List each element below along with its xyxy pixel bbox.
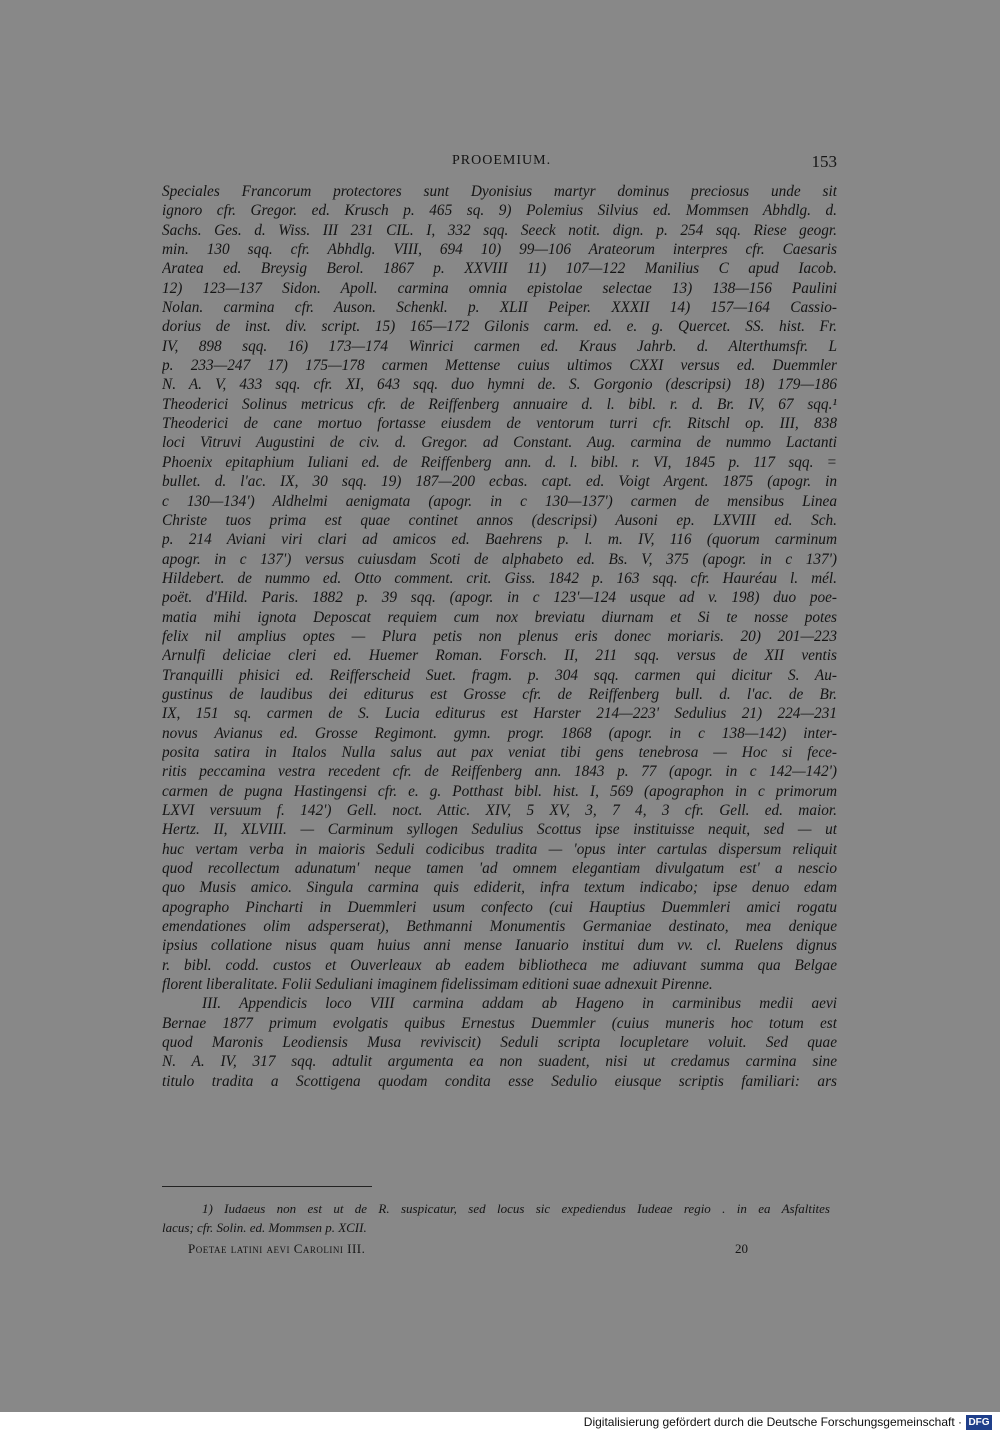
text-line: quo Musis amico. Singula carmina quis ediderit, infra textum indicabo; ipse denuo edam — [162, 879, 837, 897]
text-line: dorius de inst. div. script. 15) 165—172 Gilonis carm. ed. e. g. Quercet. SS. hist. Fr. — [162, 318, 837, 336]
text-line: Arnulfi deliciae cleri ed. Huemer Roman. Forsch. II, 211 sqq. versus de XII ventis — [162, 647, 837, 665]
text-line: 12) 123—137 Sidon. Apoll. carmina omnia epistolae selectae 13) 138—156 Paulini — [162, 279, 837, 297]
text-line: c 130—134') Aldhelmi aenigmata (apogr. in c 130—137') carmen de mensibus Linea — [162, 492, 837, 510]
text-line: titulo tradita a Scottigena quodam condita esse Sedulio eiusque scriptis familiari: ars — [162, 1072, 837, 1090]
text-line: Theoderici Solinus metricus cfr. de Reiffenberg annuaire d. l. bibl. r. d. Br. IV, 67 sqq.¹ — [162, 395, 837, 413]
text-line: Christe tuos prima est quae continet annos (descripsi) Ausoni ep. LXVIII ed. Sch. — [162, 511, 837, 529]
text-line: N. A. V, 433 sqq. cfr. XI, 643 sqq. duo hymni de. S. Gorgonio (descripsi) 18) 179—186 — [162, 376, 837, 394]
text-line: loci Vitruvi Augustini de civ. d. Gregor. ad Constant. Aug. carmina de nummo Lactanti — [162, 434, 837, 452]
text-line: Theoderici de cane mortuo fortasse eiusdem de ventorum turri cfr. Ritschl op. III, 838 — [162, 415, 837, 433]
text-line: quod recollectum adunatum' neque tamen 'ad omnem elegantiam divulgatum est' a nescio — [162, 860, 837, 878]
text-line: N. A. IV, 317 sqq. adtulit argumenta ea non suadent, nisi ut credamus carmina sine — [162, 1053, 837, 1071]
signature-text: Poetae latini aevi Carolini III. — [188, 1241, 366, 1256]
running-head — [162, 150, 837, 174]
text-line: LXVI versuum f. 142') Gell. noct. Attic. XIV, 5 XV, 3, 7 4, 3 cfr. Gell. ed. maior. — [162, 802, 837, 819]
funding-notice: Digitalisierung gefördert durch die Deutsche Forschungsgemeinschaft · — [583, 1415, 962, 1429]
text-line: IV, 898 sqq. 16) 173—174 Winrici carmen ed. Kraus Jahrb. d. Alterthumsfr. L — [162, 337, 837, 355]
text-line: Nolan. carmina cfr. Auson. Schenkl. p. XLII Peiper. XXXII 14) 157—164 Cassio- — [162, 299, 837, 317]
text-line: IX, 151 sq. carmen de S. Lucia editurus est Harster 214—223' Sedulius 21) 224—231 — [162, 705, 837, 723]
footer-bar — [0, 1412, 1000, 1434]
text-line: Bernae 1877 primum evolgatis quibus Ernestus Duemmler (cuius muneris hoc totum est — [162, 1014, 837, 1032]
text-line: felix nil amplius optes — Plura petis non plenus eris donec moriaris. 20) 201—223 — [162, 627, 837, 645]
footnotes — [162, 1199, 830, 1237]
footnote-line: 1) Iudaeus non est ut de R. suspicatur, sed locus sic expediendus Iudeae regio . in ea Asfaltites — [202, 1201, 830, 1216]
text-line: Tranquilli phisici ed. Reifferscheid Suet. fragm. p. 304 sqq. carmen qui dicitur S. Au- — [162, 666, 837, 684]
text-line: Hildebert. de nummo ed. Otto comment. crit. Giss. 1842 p. 163 sqq. cfr. Hauréau l. mél. — [162, 569, 837, 587]
text-line: p. 233—247 17) 175—178 carmen Mettense cuius ultimos CXXI versus ed. Duemmler — [162, 357, 837, 375]
footnote-divider — [162, 1186, 372, 1187]
body-text — [162, 182, 837, 1091]
text-line: matia mihi ignota Deposcat requiem cum nox breviatu diurnam et Si te nosse potes — [162, 608, 837, 626]
text-line: florent liberalitate. Folii Seduliani imaginem fidelissimam editioni suae adnexuit Pirenne. — [162, 976, 713, 994]
text-line: carmen de pugna Hastingensi cfr. e. g. Potthast bibl. hist. I, 569 (apographon in c primorum — [162, 782, 837, 800]
signature-line — [188, 1241, 748, 1261]
text-line: novus Avianus ed. Grosse Regimont. gymn. progr. 1868 (apogr. in c 138—142) inter- — [162, 724, 837, 742]
signature-number: 20 — [735, 1241, 748, 1256]
text-line: Aratea ed. Breysig Berol. 1867 p. XXVIII 11) 107—122 Manilius C apud Iacob. — [162, 260, 837, 278]
text-line: min. 130 sqq. cfr. Abhdlg. VIII, 694 10) 99—106 Arateorum interpres cfr. Caesaris — [162, 241, 837, 259]
text-line: r. bibl. codd. custos et Ouverleaux ab eadem bibliotheca me adiuvant summa qua Belgae — [162, 956, 837, 974]
footnote-line: lacus; cfr. Solin. ed. Mommsen p. XCII. — [162, 1220, 367, 1235]
dfg-logo-icon: DFG — [966, 1415, 992, 1430]
text-line: Speciales Francorum protectores sunt Dyonisius martyr dominus preciosus unde sit — [162, 183, 837, 200]
text-line: gustinus de laudibus dei editurus est Grosse cfr. de Reiffenberg bull. d. l'ac. de Br. — [162, 685, 837, 703]
text-line: ritis peccamina vestra recedent cfr. de Reiffenberg ann. 1843 p. 77 (apogr. in c 142—142') — [162, 763, 837, 781]
running-title: PROOEMIUM. — [452, 153, 552, 168]
text-line: huc vertam verba in maioris Seduli codicibus tradita — 'opus inter cartulas dispersum reliquit — [162, 840, 837, 858]
text-line: posita satira in Italos Nulla salus aut pax veniat tibi gens tenebrosa — Hoc si fece- — [162, 743, 837, 761]
text-line: apographo Pincharti in Duemmleri usum confecto (cui Hauptius Duemmleri amici rogatu — [162, 898, 837, 916]
text-line: ignoro cfr. Gregor. ed. Krusch p. 465 sq. 9) Polemius Silvius ed. Mommsen Abhdlg. d. — [162, 202, 837, 220]
text-line: quod Maronis Leodiensis Musa reviviscit) Seduli scripta locupletare voluit. Sed quae — [162, 1034, 837, 1052]
text-line: III. Appendicis loco VIII carmina addam ab Hageno in carminibus medii aevi — [202, 995, 837, 1013]
page-number: 153 — [811, 152, 837, 171]
text-line: poët. d'Hild. Paris. 1882 p. 39 sqq. (apogr. in c 123'—124 usque ad v. 198) duo poe- — [162, 589, 837, 607]
text-line: ipsius collatione nisus quam huius anni mense Ianuario institui dum vv. cl. Ruelens dignus — [162, 937, 837, 955]
text-line: apogr. in c 137') versus cuiusdam Scoti de alphabeto ed. Bs. V, 375 (apogr. in c 137') — [162, 550, 837, 568]
text-line: Sachs. Ges. d. Wiss. III 231 CIL. I, 332 sqq. Seeck notit. dign. p. 254 sqq. Riese geogr. — [162, 221, 837, 239]
text-line: p. 214 Aviani viri clari ad amicos ed. Baehrens p. l. m. IV, 116 (quorum carminum — [162, 531, 837, 549]
text-line: Phoenix epitaphium Iuliani ed. de Reiffenberg ann. d. l. bibl. r. VI, 1845 p. 117 sqq. = — [162, 453, 837, 471]
text-line: emendationes olim adsperserat), Bethmanni Monumentis Germaniae destinato, mea denique — [162, 918, 837, 936]
text-line: Hertz. II, XLVIII. — Carminum syllogen Sedulius Scottus ipse instituisse nequit, sed — ut — [162, 821, 837, 839]
text-line: bullet. d. l'ac. IX, 30 sqq. 19) 187—200 ecbas. capt. ed. Voigt Argent. 1875 (apogr. in — [162, 473, 837, 491]
